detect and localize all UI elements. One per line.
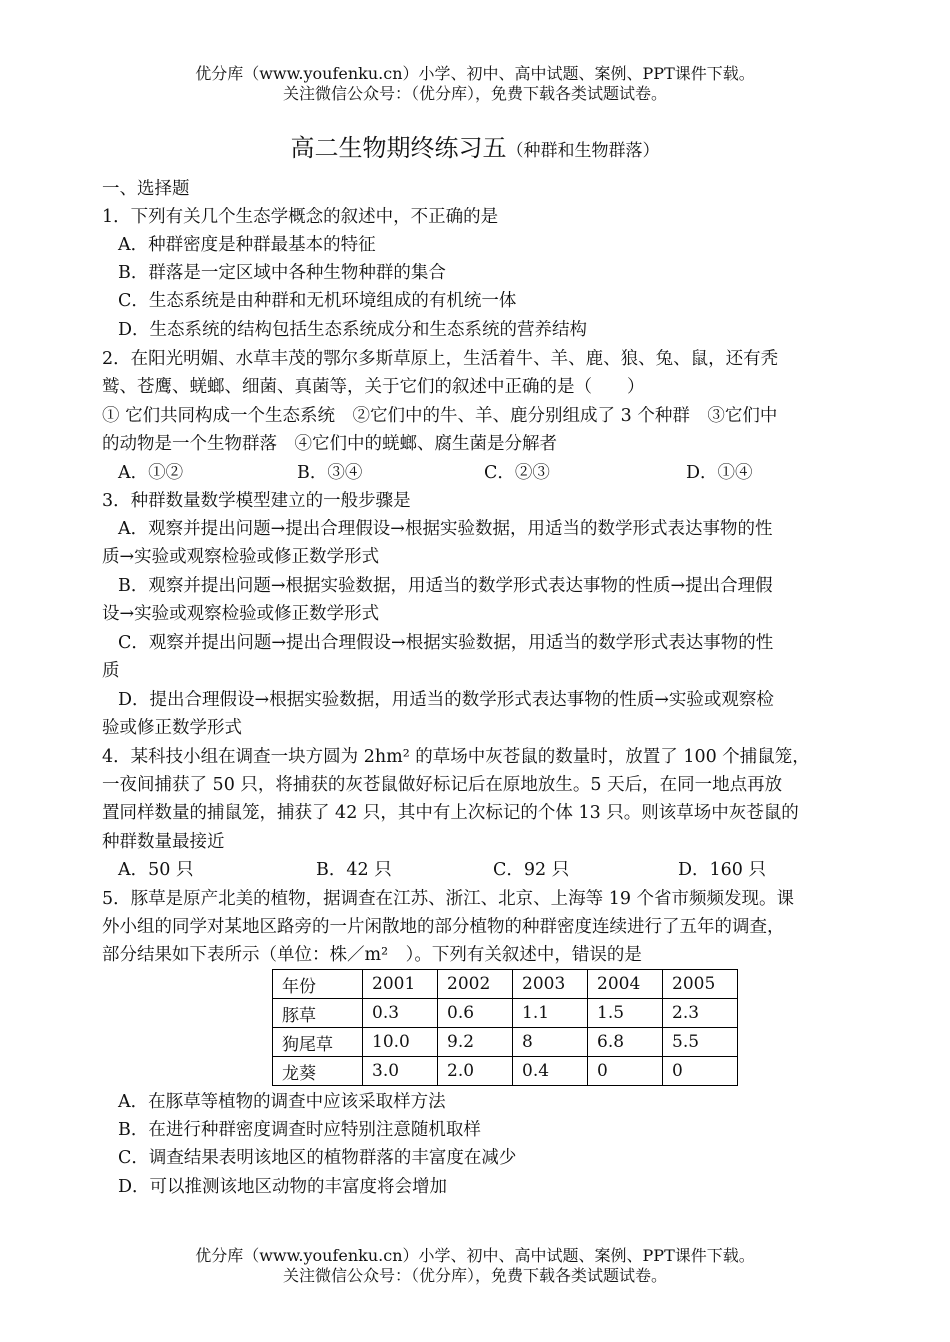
q1-option-c: C．生态系统是由种群和无机环境组成的有机统一体 — [118, 291, 517, 311]
table-cell: 0.4 — [513, 1057, 588, 1086]
section-heading: 一、选择题 — [102, 179, 190, 199]
q3-stem: 3．种群数量数学模型建立的一般步骤是 — [102, 491, 411, 511]
q5-option-a: A．在豚草等植物的调查中应该采取样方法 — [118, 1092, 446, 1112]
footer-line-2: 关注微信公众号：（优分库），免费下载各类试题试卷。 — [282, 1266, 667, 1285]
table-cell: 1.5 — [588, 999, 663, 1028]
table-row — [273, 1028, 738, 1057]
table-cell: 3.0 — [363, 1057, 438, 1086]
q1-option-a: A．种群密度是种群最基本的特征 — [118, 235, 376, 255]
q3-option-line: D．提出合理假设→根据实验数据，用适当的数学形式表达事物的性质→实验或观察检 — [118, 690, 774, 710]
q3-option-line: 质 — [102, 661, 120, 681]
q2-option-c: C．②③ — [484, 463, 550, 483]
table-header-cell: 年份 — [273, 970, 363, 999]
q2-option-a: A．①② — [118, 463, 184, 483]
table-cell: 6.8 — [588, 1028, 663, 1057]
table-header-cell: 2004 — [588, 970, 663, 999]
table-header-cell: 2002 — [438, 970, 513, 999]
q5-stem-line: 外小组的同学对某地区路旁的一片闲散地的部分植物的种群密度连续进行了五年的调查， — [102, 917, 785, 937]
q2-stem-line: 2．在阳光明媚、水草丰茂的鄂尔多斯草原上，生活着牛、羊、鹿、狼、兔、鼠，还有秃 — [102, 349, 779, 369]
footer-line-1: 优分库（www.youfenku.cn）小学、初中、高中试题、案例、PPT课件下载。 — [195, 1246, 755, 1265]
table-cell: 9.2 — [438, 1028, 513, 1057]
q2-stem-line: ① 它们共同构成一个生态系统 ②它们中的牛、羊、鹿分别组成了 3 个种群 ③它们中 — [102, 406, 778, 426]
q4-option-d: D．160 只 — [678, 860, 766, 880]
q3-option-line: A．观察并提出问题→提出合理假设→根据实验数据，用适当的数学形式表达事物的性 — [118, 519, 773, 539]
q3-option-line: C．观察并提出问题→提出合理假设→根据实验数据，用适当的数学形式表达事物的性 — [118, 633, 774, 653]
table-row — [273, 1057, 738, 1086]
table-header-cell: 2005 — [663, 970, 738, 999]
page-title — [0, 131, 950, 168]
table-cell: 10.0 — [363, 1028, 438, 1057]
q2-stem-line: 的动物是一个生物群落 ④它们中的蜣螂、腐生菌是分解者 — [102, 434, 557, 454]
q4-option-b: B．42 只 — [316, 860, 392, 880]
q2-option-b: B．③④ — [297, 463, 363, 483]
q3-option-line: 设→实验或观察检验或修正数学形式 — [102, 604, 380, 624]
table-header-row — [273, 970, 738, 999]
q3-option-line: 质→实验或观察检验或修正数学形式 — [102, 547, 380, 567]
title-sub: （种群和生物群落） — [506, 141, 660, 161]
table-header-cell: 2001 — [363, 970, 438, 999]
q5-stem-line: 部分结果如下表所示（单位：株／m² ）。下列有关叙述中，错误的是 — [102, 945, 642, 965]
table-cell: 龙葵 — [273, 1057, 363, 1086]
table-cell: 豚草 — [273, 999, 363, 1028]
q4-option-c: C．92 只 — [493, 860, 570, 880]
q3-option-line: 验或修正数学形式 — [102, 718, 242, 738]
q4-stem-line: 置同样数量的捕鼠笼，捕获了 42 只，其中有上次标记的个体 13 只。则该草场中灰苍鼠的 — [102, 803, 799, 823]
q2-option-d: D．①④ — [686, 463, 753, 483]
table-cell: 1.1 — [513, 999, 588, 1028]
table-cell: 2.3 — [663, 999, 738, 1028]
q5-option-d: D．可以推测该地区动物的丰富度将会增加 — [118, 1177, 448, 1197]
q3-option-line: B．观察并提出问题→根据实验数据，用适当的数学形式表达事物的性质→提出合理假 — [118, 576, 773, 596]
q4-stem-line: 种群数量最接近 — [102, 832, 225, 852]
table-cell: 8 — [513, 1028, 588, 1057]
table-row — [273, 999, 738, 1028]
q1-option-b: B．群落是一定区域中各种生物种群的集合 — [118, 263, 446, 283]
q4-stem-line: 4．某科技小组在调查一块方圆为 2hm² 的草场中灰苍鼠的数量时，放置了 100 个捕鼠笼， — [102, 747, 810, 767]
table-cell: 0.6 — [438, 999, 513, 1028]
table-header-cell: 2003 — [513, 970, 588, 999]
table-cell: 狗尾草 — [273, 1028, 363, 1057]
table-cell: 5.5 — [663, 1028, 738, 1057]
table-cell: 0 — [663, 1057, 738, 1086]
q1-stem: 1．下列有关几个生态学概念的叙述中，不正确的是 — [102, 207, 499, 227]
table-cell: 0.3 — [363, 999, 438, 1028]
density-table — [272, 969, 738, 1086]
table-cell: 0 — [588, 1057, 663, 1086]
q4-stem-line: 一夜间捕获了 50 只，将捕获的灰苍鼠做好标记后在原地放生。5 天后，在同一地点再放 — [102, 775, 783, 795]
q4-option-a: A．50 只 — [118, 860, 194, 880]
q5-option-c: C．调查结果表明该地区的植物群落的丰富度在减少 — [118, 1148, 517, 1168]
header-line-1: 优分库（www.youfenku.cn）小学、初中、高中试题、案例、PPT课件下载。 — [195, 64, 755, 83]
title-main: 高二生物期终练习五 — [290, 134, 507, 162]
q5-stem-line: 5．豚草是原产北美的植物，据调查在江苏、浙江、北京、上海等 19 个省市频频发现。课 — [102, 889, 795, 909]
q5-option-b: B．在进行种群密度调查时应特别注意随机取样 — [118, 1120, 481, 1140]
q1-option-d: D．生态系统的结构包括生态系统成分和生态系统的营养结构 — [118, 320, 588, 340]
header-line-2: 关注微信公众号：（优分库），免费下载各类试题试卷。 — [282, 84, 667, 103]
table-cell: 2.0 — [438, 1057, 513, 1086]
q2-stem-line: 鹫、苍鹰、蜣螂、细菌、真菌等，关于它们的叙述中正确的是（ ） — [102, 377, 645, 397]
